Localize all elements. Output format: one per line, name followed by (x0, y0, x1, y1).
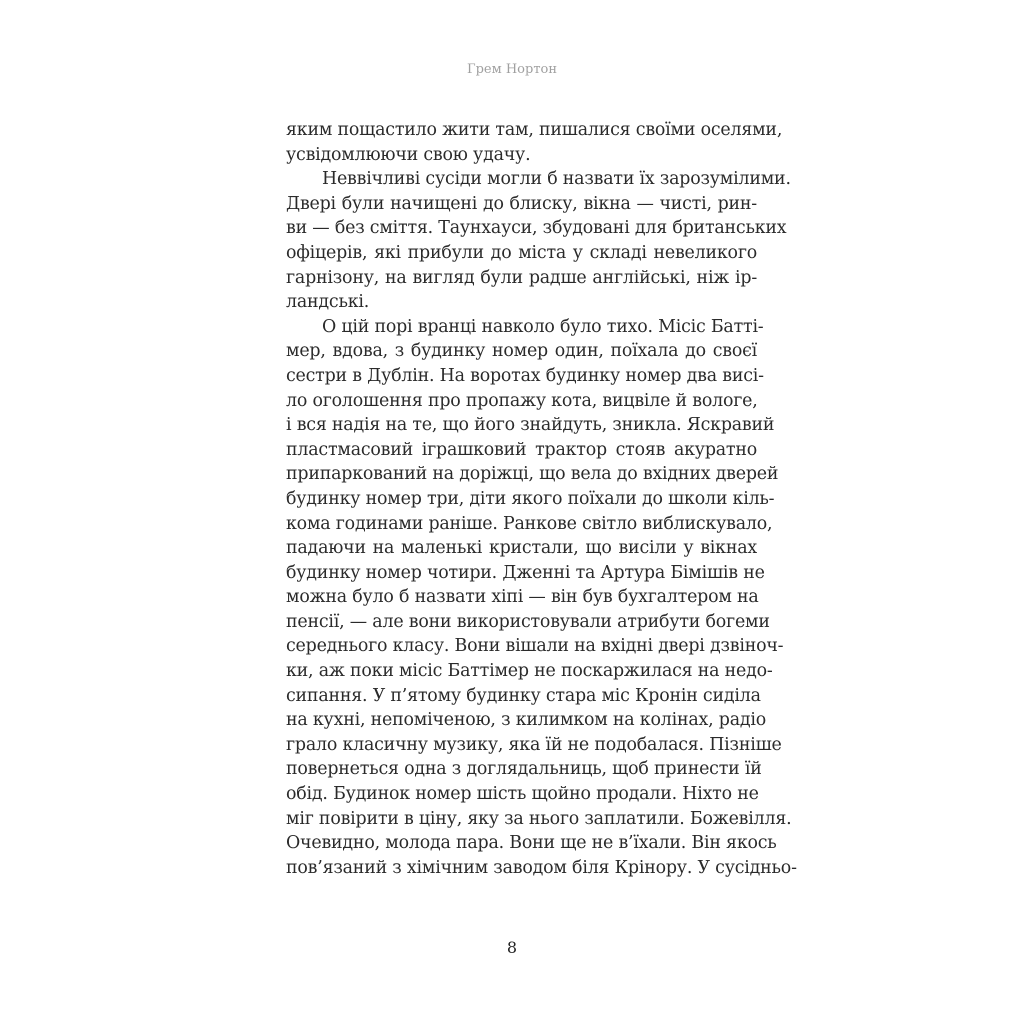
text-line: і вся надія на те, що його знайдуть, зникла. Яскравий (286, 415, 775, 436)
text-line: Двері були начищені до блиску, вікна — чисті, рин- (286, 193, 757, 214)
text-line: середнього класу. Вони вішали на вхідні двері дзвіноч- (286, 636, 784, 657)
text-line: ки, аж поки місіс Баттімер не поскаржилася на недо- (286, 661, 773, 682)
text-line: будинку номер чотири. Дженні та Артура Бімішів не (286, 562, 765, 583)
text-line: можна було б назвати хіпі — він був бухгалтером на (286, 587, 759, 608)
text-line: офіцерів, які прибули до міста у складі невеликого (286, 242, 757, 263)
text-line: повернеться одна з доглядальниць, щоб принести їй (286, 759, 762, 780)
text-line: пластмасовий іграшковий трактор стояв акуратно (286, 439, 757, 460)
text-line: ландські. (286, 292, 370, 313)
text-line: Очевидно, молода пара. Вони ще не в’їхали. Він якось (286, 833, 777, 854)
text-line: Неввічливі сусіди могли б назвати їх зарозумілими. (322, 169, 791, 190)
running-head: Грем Нортон (466, 62, 558, 77)
text-line: пов’язаний з хімічним заводом біля Крінору. У сусідньо- (286, 857, 797, 878)
text-line: міг повірити в ціну, яку за нього заплатили. Божевілля. (286, 808, 792, 829)
page-number: 8 (506, 938, 518, 957)
text-line: ло оголошення про пропажу кота, вицвіле й вологе, (286, 390, 758, 411)
text-line: сестри в Дублін. На воротах будинку номер два висі- (286, 365, 764, 386)
text-line: обід. Будинок номер шість щойно продали. Ніхто не (286, 784, 759, 805)
text-line: ви — без сміття. Таунхауси, збудовані для британських (286, 218, 787, 239)
text-line: мер, вдова, з будинку номер один, поїхала до своєї (286, 341, 757, 362)
text-line: будинку номер три, діти якого поїхали до школи кіль- (286, 488, 775, 509)
text-line: гарнізону, на вигляд були радше англійські, ніж ір- (286, 267, 757, 288)
text-line: О цій порі вранці навколо було тихо. Місіс Батті- (322, 316, 764, 337)
text-line: грало класичну музику, яка їй не подобалася. Пізніше (286, 734, 782, 755)
text-line: на кухні, непоміченою, з килимком на колінах, радіо (286, 710, 767, 731)
text-line: падаючи на маленькі кристали, що висіли у вікнах (286, 538, 757, 559)
text-line: пенсії, — але вони використовували атрибути богеми (286, 611, 770, 632)
text-line: припаркований на доріжці, що вела до вхідних дверей (286, 464, 779, 485)
text-line: яким пощастило жити там, пишалися своїми оселями, (286, 120, 783, 140)
text-line: сипання. У п’ятому будинку стара міс Кронін сиділа (286, 685, 761, 706)
body-text (286, 118, 797, 880)
text-line: кома годинами раніше. Ранкове світло виблискувало, (286, 513, 773, 534)
text-line: усвідомлюючи свою удачу. (286, 144, 531, 165)
